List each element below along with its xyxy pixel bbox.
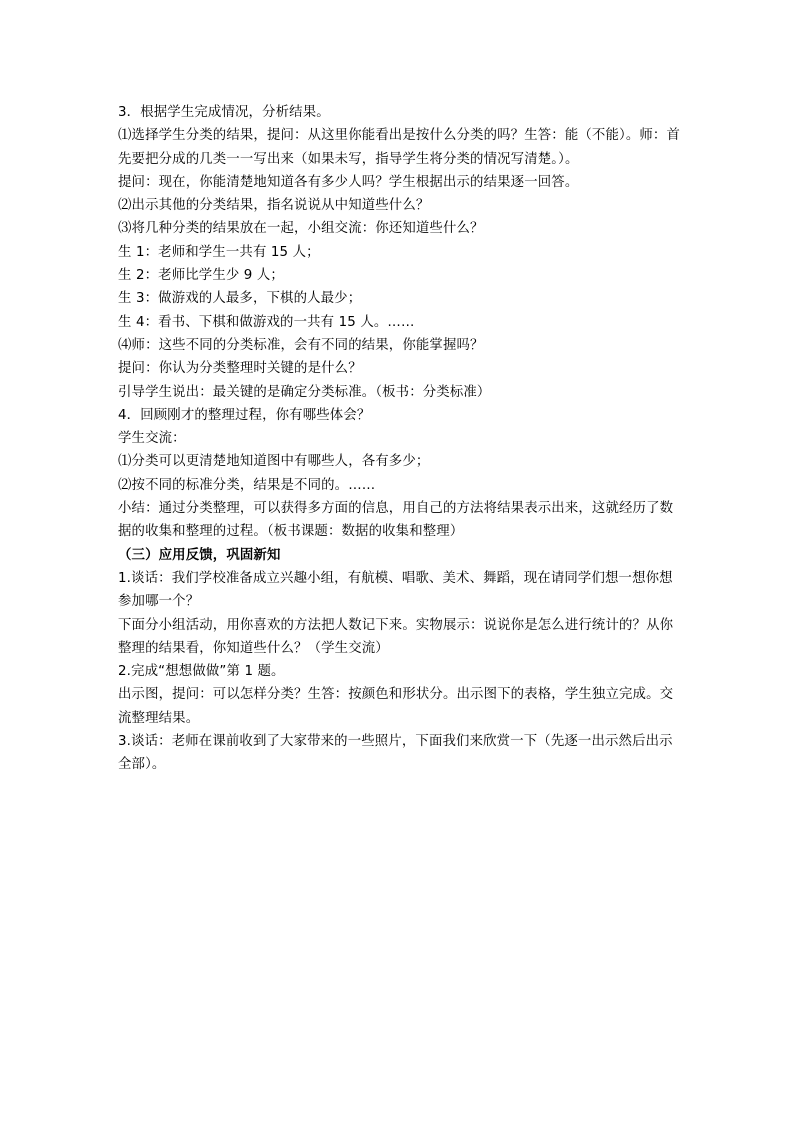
paragraph-step-3: 3．根据学生完成情况，分析结果。 (118, 105, 330, 120)
paragraph-activity-2: 2.完成“想想做做”第 1 题。 (118, 664, 285, 680)
document-body (118, 101, 683, 777)
paragraph-activity-1: 1.谈话：我们学校准备成立兴趣小组，有航模、唱歌、美术、舞蹈，现在请同学们想一想你想参加哪一个？ (118, 570, 673, 610)
paragraph-student-1: 生 1：老师和学生一共有 15 人； (118, 244, 320, 260)
paragraph-insight-2: ⑵按不同的标准分类，结果是不同的。…… (118, 477, 376, 493)
paragraph-step-3-1: ⑴选择学生分类的结果，提问：从这里你能看出是按什么分类的吗？生答：能（不能）。师：首先要把分成的几类一一写出来（如果未写，指导学生将分类的情况写清楚。）。 (118, 128, 681, 167)
paragraph-step-3-3: ⑶将几种分类的结果放在一起，小组交流：你还知道些什么？ (118, 221, 484, 237)
paragraph-student-2: 生 2：老师比学生少 9 人； (118, 268, 284, 284)
paragraph-step-4: 4．回顾刚才的整理过程，你有哪些体会？ (118, 407, 371, 423)
paragraph-insight-1: ⑴分类可以更清楚地知道图中有哪些人，各有多少； (118, 454, 430, 470)
paragraph-student-4: 生 4：看书、下棋和做游戏的一共有 15 人。…… (118, 314, 415, 330)
paragraph-step-3-4: ⑷师：这些不同的分类标准，会有不同的结果，你能掌握吗？ (118, 337, 484, 353)
paragraph-student-exchange: 学生交流： (118, 431, 186, 447)
paragraph-student-3: 生 3：做游戏的人最多，下棋的人最少； (118, 291, 362, 307)
paragraph-summary: 小结：通过分类整理，可以获得多方面的信息，用自己的方法将结果表示出来，这就经历了数据的收集和整理的过程。（板书课题：数据的收集和整理） (118, 501, 674, 540)
paragraph-question-count: 提问：现在，你能清楚地知道各有多少人吗？学生根据出示的结果逐一回答。 (118, 174, 579, 190)
paragraph-guide-standard: 引导学生说出：最关键的是确定分类标准。（板书：分类标准） (118, 384, 491, 400)
paragraph-step-3-2: ⑵出示其他的分类结果，指名说说从中知道些什么？ (118, 198, 430, 214)
section-heading-application: （三）应用反馈，巩固新知 (118, 547, 281, 563)
paragraph-activity-3: 3.谈话：老师在课前收到了大家带来的一些照片，下面我们来欣赏一下（先逐一出示然后出示全部）。 (118, 734, 673, 773)
paragraph-show-figure: 出示图，提问：可以怎样分类？生答：按颜色和形状分。出示图下的表格，学生独立完成。交流整理结果。 (118, 687, 674, 726)
paragraph-question-key: 提问：你认为分类整理时关键的是什么？ (118, 361, 362, 377)
paragraph-group-activity: 下面分小组活动，用你喜欢的方法把人数记下来。实物展示：说说你是怎么进行统计的？从你整理的结果看，你知道些什么？（学生交流） (118, 617, 674, 656)
